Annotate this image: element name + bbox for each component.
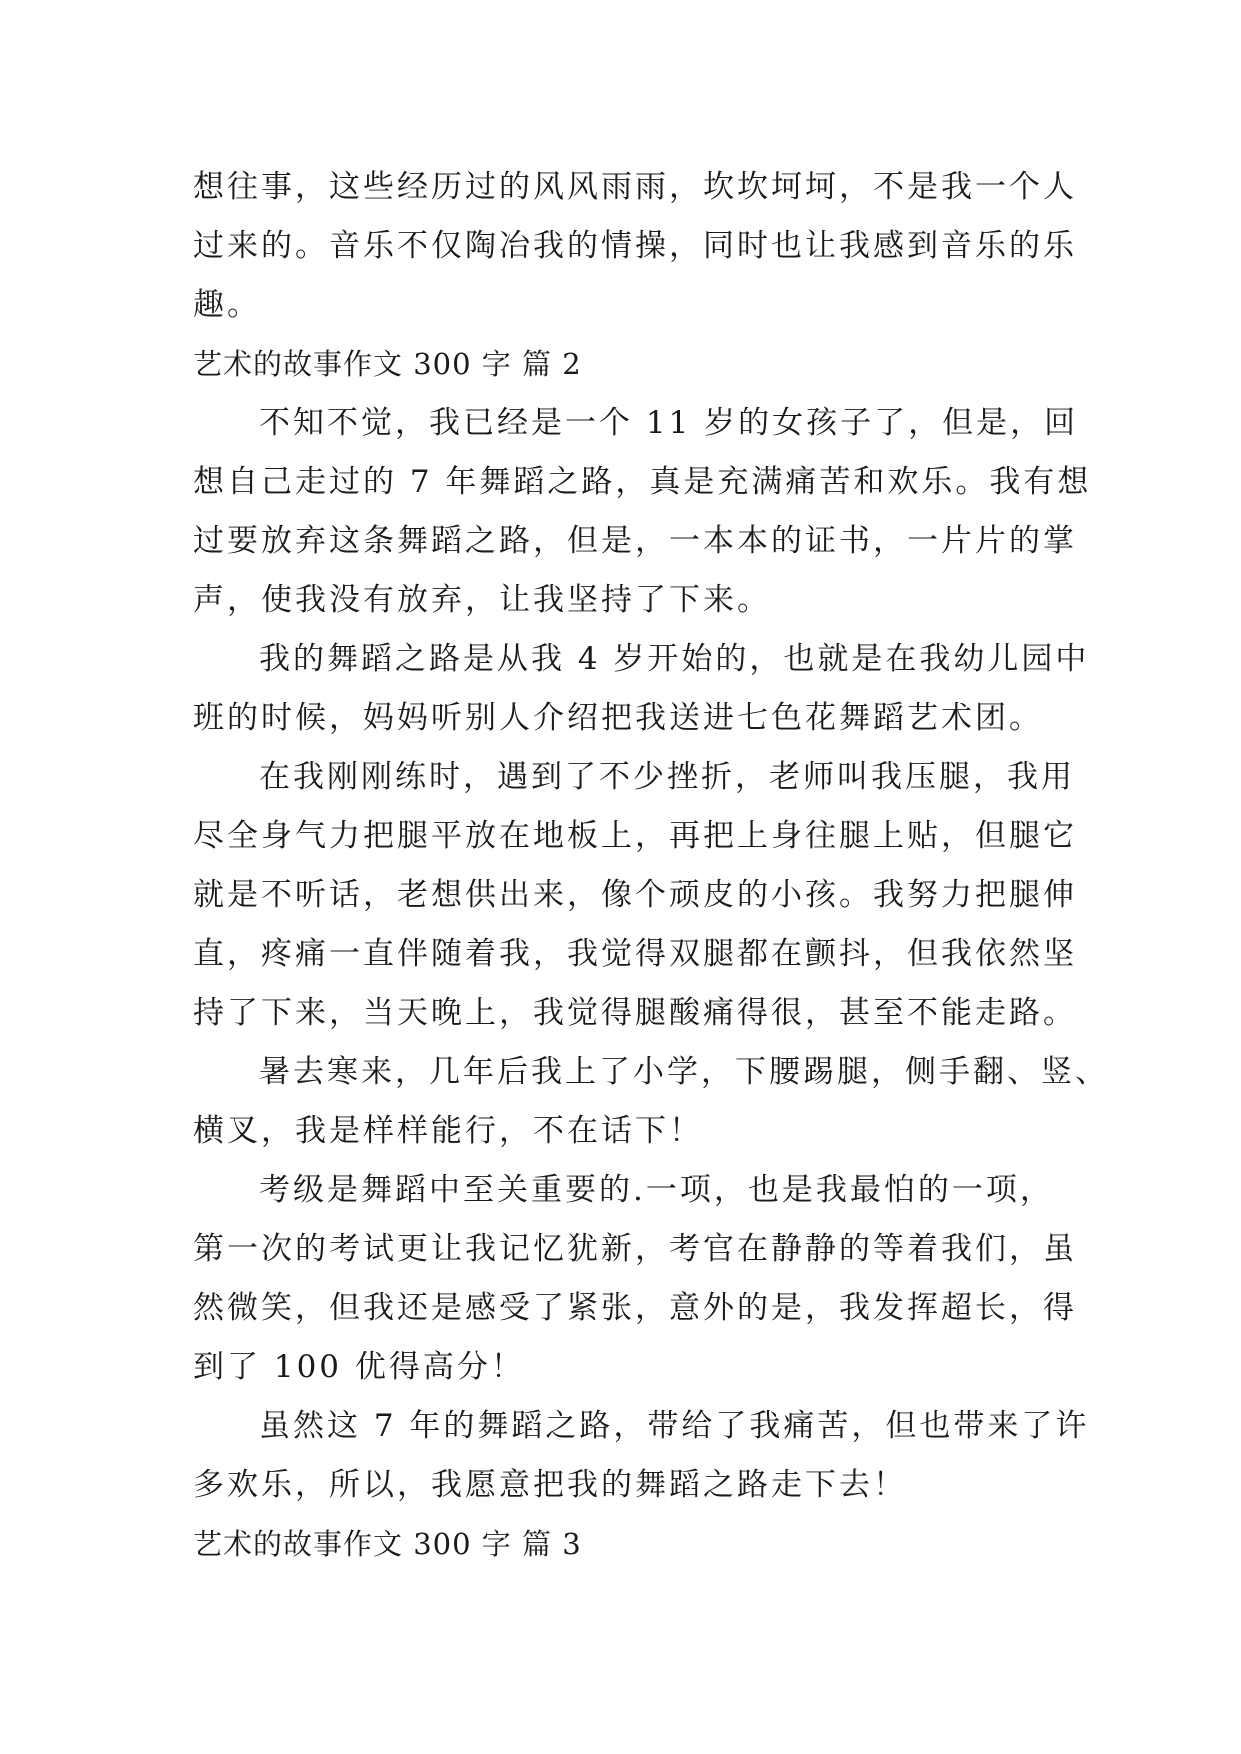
text-line: 然微笑，但我还是感受了紧张，意外的是，我发挥超长，得	[193, 1290, 1077, 1326]
text-line: 考级是舞蹈中至关重要的.一项，也是我最怕的一项，	[259, 1172, 1054, 1208]
text-line: 趣。	[193, 287, 261, 323]
text-line: 横叉，我是样样能行，不在话下！	[193, 1113, 703, 1149]
paragraph	[193, 1043, 1109, 1161]
paragraph-continued	[193, 158, 1077, 335]
section-heading-3: 艺术的故事作文 300 字 篇 3	[193, 1527, 582, 1561]
text-line: 持了下来，当天晚上，我觉得腿酸痛得很，甚至不能走路。	[193, 995, 1077, 1031]
text-line: 在我刚刚练时，遇到了不少挫折，老师叫我压腿，我用	[259, 759, 1075, 795]
paragraph	[193, 394, 1092, 630]
text-line: 过来的。音乐不仅陶冶我的情操，同时也让我感到音乐的乐	[193, 228, 1077, 264]
text-line: 想自己走过的 7 年舞蹈之路，真是充满痛苦和欢乐。我有想	[193, 464, 1092, 500]
text-line: 直，疼痛一直伴随着我，我觉得双腿都在颤抖，但我依然坚	[193, 936, 1077, 972]
text-line: 过要放弃这条舞蹈之路，但是，一本本的证书，一片片的掌	[193, 523, 1077, 559]
document-page	[193, 158, 1109, 1574]
text-line: 想往事，这些经历过的风风雨雨，坎坎坷坷，不是我一个人	[193, 169, 1077, 205]
paragraph	[193, 748, 1077, 1043]
paragraph	[193, 630, 1090, 748]
text-line: 声，使我没有放弃，让我坚持了下来。	[193, 582, 771, 618]
paragraph	[193, 1397, 1090, 1515]
text-line: 暑去寒来，几年后我上了小学，下腰踢腿，侧手翻、竖、	[259, 1054, 1109, 1090]
section-heading-2: 艺术的故事作文 300 字 篇 2	[193, 347, 582, 381]
text-line: 我的舞蹈之路是从我 4 岁开始的，也就是在我幼儿园中	[259, 641, 1090, 677]
text-line: 多欢乐，所以，我愿意把我的舞蹈之路走下去！	[193, 1467, 907, 1503]
text-line: 班的时候，妈妈听别人介绍把我送进七色花舞蹈艺术团。	[193, 700, 1043, 736]
text-line: 就是不听话，老想供出来，像个顽皮的小孩。我努力把腿伸	[193, 877, 1077, 913]
paragraph	[193, 1161, 1077, 1397]
text-line: 虽然这 7 年的舞蹈之路，带给了我痛苦，但也带来了许	[259, 1408, 1090, 1444]
text-line: 第一次的考试更让我记忆犹新，考官在静静的等着我们，虽	[193, 1231, 1077, 1267]
text-line: 到了 100 优得高分！	[193, 1349, 525, 1385]
text-line: 尽全身气力把腿平放在地板上，再把上身往腿上贴，但腿它	[193, 818, 1077, 854]
text-line: 不知不觉，我已经是一个 11 岁的女孩子了，但是，回	[259, 405, 1079, 441]
